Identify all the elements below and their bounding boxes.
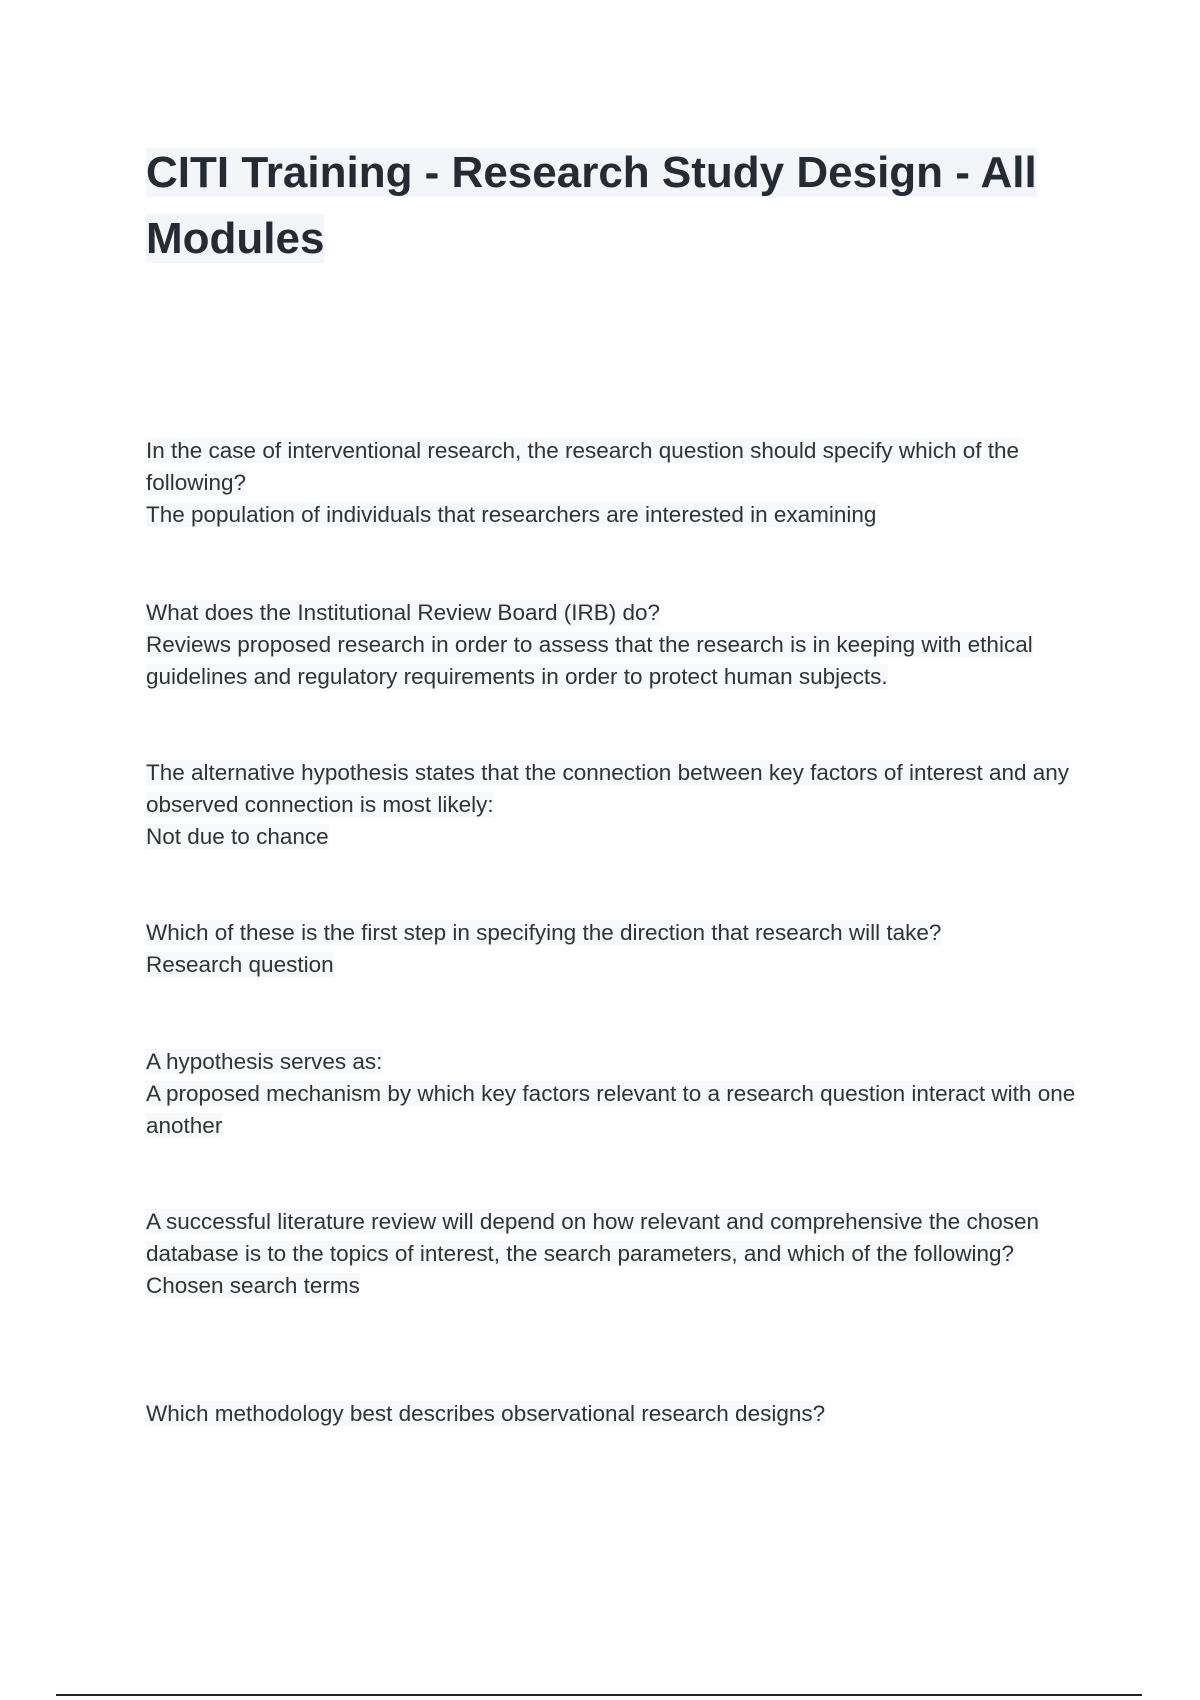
question-text: Which of these is the first step in specifying the direction that research will take? (146, 920, 942, 945)
question-text: In the case of interventional research, the research question should specify which of the following? (146, 438, 1020, 495)
answer-text: Chosen search terms (146, 1273, 360, 1298)
question-text: A hypothesis serves as: (146, 1049, 383, 1074)
answer-text: Not due to chance (146, 824, 329, 849)
question-text: A successful literature review will depend on how relevant and comprehensive the chosen database is to the topics of interest, the search parameters, and which of the following? (146, 1209, 1040, 1266)
qa-item (146, 917, 1096, 981)
answer-text: Reviews proposed research in order to assess that the research is in keeping with ethical guidelines and regulatory requirements in order to protect human subjects. (146, 632, 1033, 689)
answer-text: The population of individuals that researchers are interested in examining (146, 502, 877, 527)
page-title: CITI Training - Research Study Design - All Modules (146, 148, 1037, 263)
qa-item (146, 1046, 1096, 1142)
qa-item (146, 597, 1096, 693)
question-text: Which methodology best describes observational research designs? (146, 1401, 826, 1426)
answer-text: Research question (146, 952, 334, 977)
qa-item (146, 1206, 1096, 1302)
qa-item (146, 757, 1096, 853)
footer-divider (56, 1694, 1142, 1696)
question-text: What does the Institutional Review Board (IRB) do? (146, 600, 661, 625)
qa-item (146, 435, 1096, 531)
question-text: The alternative hypothesis states that the connection between key factors of interest and any observed connection is most likely: (146, 760, 1070, 817)
answer-text: A proposed mechanism by which key factors relevant to a research question interact with one another (146, 1081, 1076, 1138)
qa-item (146, 1398, 1096, 1430)
